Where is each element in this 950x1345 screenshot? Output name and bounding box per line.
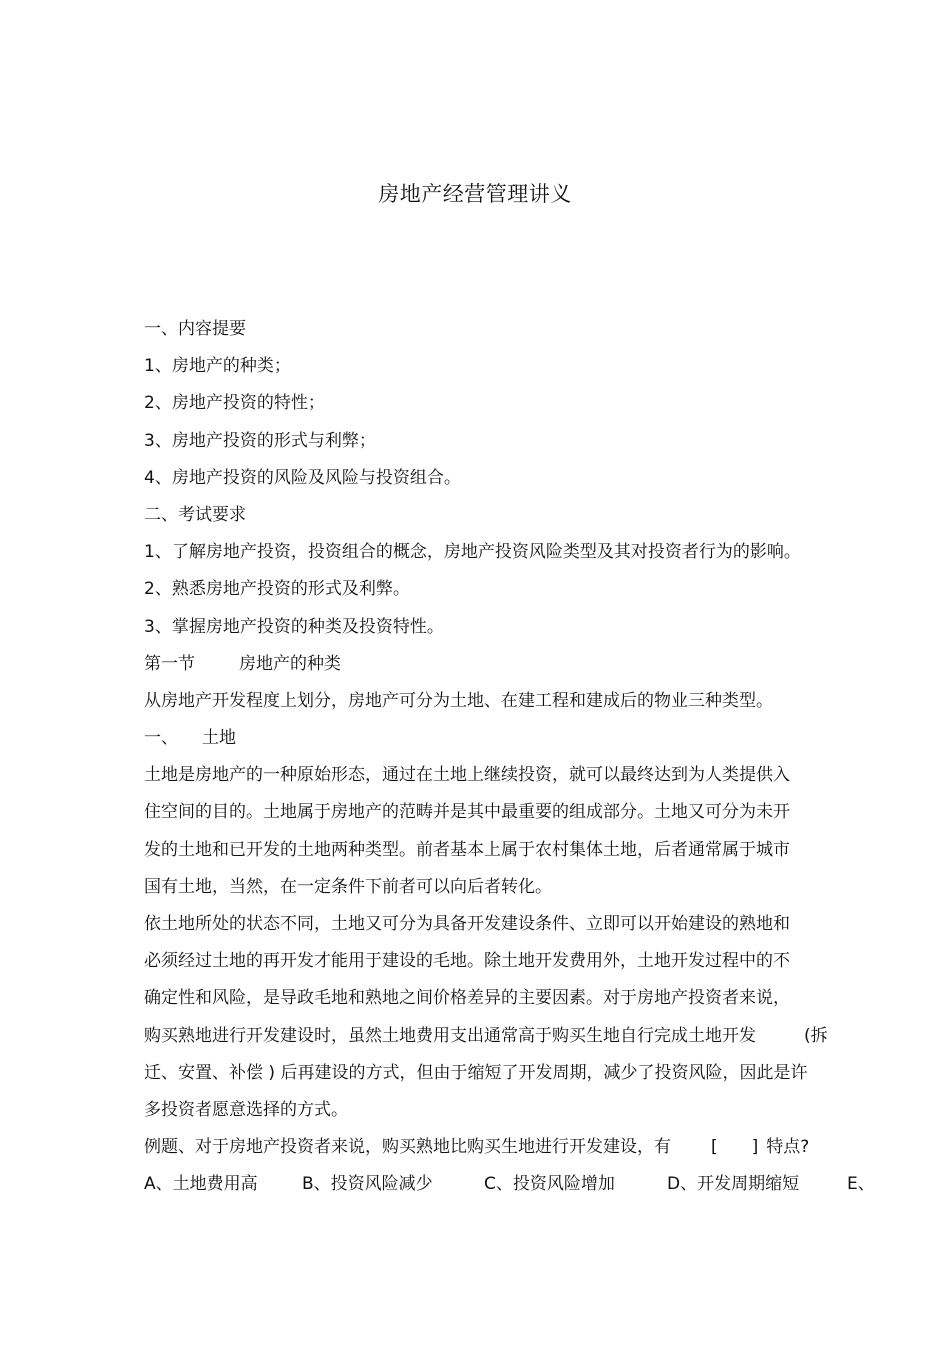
option-b: B、投资风险减少 — [302, 1174, 433, 1195]
subsection-heading — [144, 725, 874, 762]
paragraph-line: 迁、安置、补偿 ) 后再建设的方式，但由于缩短了开发周期，减少了投资风险，因此是许 — [144, 1062, 808, 1083]
paragraph-line: 发的土地和已开发的土地两种类型。前者基本上属于农村集体土地，后者通常属于城市 — [144, 839, 790, 860]
summary-item: 3、房地产投资的形式与利弊； — [144, 430, 376, 451]
paragraph-line: 必须经过土地的再开发才能用于建设的毛地。除土地开发费用外，土地开发过程中的不 — [144, 951, 790, 972]
options-line — [144, 1171, 874, 1208]
option-e: E、 — [847, 1174, 875, 1195]
question-line — [144, 1134, 874, 1171]
answer-bracket-open: [ — [711, 1137, 718, 1158]
option-c: C、投资风险增加 — [484, 1174, 615, 1195]
paragraph-text: 购买熟地进行开发建设时，虽然土地费用支出通常高于购买生地自行完成土地开发 — [144, 1025, 756, 1046]
summary-item: 4、房地产投资的风险及风险与投资组合。 — [144, 467, 461, 488]
paragraph-line — [144, 1023, 874, 1060]
requirement-item: 3、掌握房地产投资的种类及投资特性。 — [144, 616, 444, 637]
requirement-item: 1、了解房地产投资，投资组合的概念，房地产投资风险类型及其对投资者行为的影响。 — [144, 542, 801, 563]
paragraph-line: 依土地所处的状态不同，土地又可分为具备开发建设条件、立即可以开始建设的熟地和 — [144, 914, 790, 934]
paragraph-line: 多投资者愿意选择的方式。 — [144, 1099, 348, 1120]
document-body — [144, 316, 874, 1209]
section-intro: 从房地产开发程度上划分，房地产可分为土地、在建工程和建成后的物业三种类型。 — [144, 690, 773, 711]
paragraph-line: 住空间的目的。土地属于房地产的范畴并是其中最重要的组成部分。土地又可分为未开 — [144, 802, 790, 823]
option-a: A、土地费用高 — [144, 1174, 258, 1195]
option-d: D、开发周期缩短 — [667, 1174, 800, 1195]
requirement-item: 2、熟悉房地产投资的形式及利弊。 — [144, 579, 410, 600]
summary-item: 1、房地产的种类； — [144, 356, 291, 377]
section-heading — [144, 651, 874, 688]
paragraph-paren: (拆 — [804, 1025, 828, 1046]
answer-bracket-close: ] — [751, 1137, 759, 1158]
heading-content-summary: 一、内容提要 — [144, 319, 246, 339]
question-suffix: 特点? — [766, 1137, 810, 1158]
subsection-label: 一、 — [144, 728, 178, 749]
paragraph-line: 国有土地，当然，在一定条件下前者可以向后者转化。 — [144, 876, 552, 897]
heading-exam-requirements: 二、考试要求 — [144, 504, 246, 525]
paragraph-line: 确定性和风险，是导政毛地和熟地之间价格差异的主要因素。对于房地产投资者来说， — [144, 988, 790, 1009]
subsection-title: 土地 — [202, 728, 236, 749]
paragraph-line: 土地是房地产的一种原始形态，通过在土地上继续投资，就可以最终达到为人类提供入 — [144, 765, 790, 786]
document-title: 房地产经营管理讲义 — [378, 182, 572, 206]
summary-item: 2、房地产投资的特性； — [144, 393, 325, 414]
question-text: 例题、对于房地产投资者来说，购买熟地比购买生地进行开发建设，有 — [144, 1137, 671, 1158]
section-label: 第一节 — [144, 653, 195, 674]
section-title: 房地产的种类 — [239, 653, 341, 674]
